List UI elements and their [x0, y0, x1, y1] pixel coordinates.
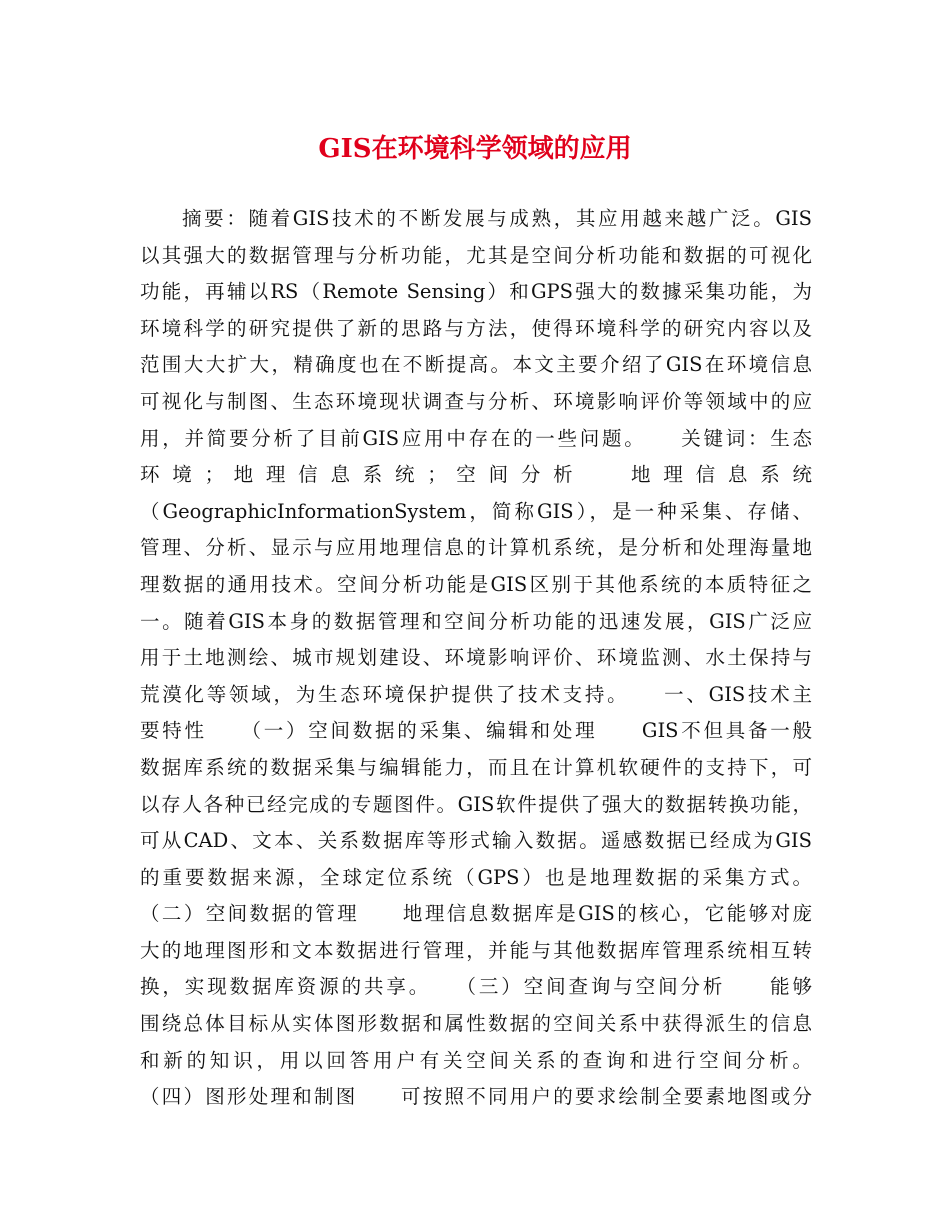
body-line: 和新的知识，用以回答用户有关空间关系的查询和进行空间分析。 — [140, 1048, 812, 1072]
body-line: 功能，再辅以RS（Remote Sensing）和GPS强大的数據采集功能，为 — [140, 280, 812, 304]
body-line: 要特性 （一）空间数据的采集、编辑和处理 GIS不但具备一般 — [140, 719, 812, 743]
body-line: （四）图形处理和制图 可按照不同用户的要求绘制全要素地图或分 — [140, 1085, 812, 1109]
body-line: 围绕总体目标从实体图形数据和属性数据的空间关系中获得派生的信息 — [140, 1012, 812, 1036]
body-line: 数据库系统的数据采集与编辑能力，而且在计算机软硬件的支持下，可 — [140, 755, 812, 779]
body-line: 范围大大扩大，精确度也在不断提高。本文主要介绍了GIS在环境信息 — [140, 353, 812, 377]
body-line: 可从CAD、文本、关系数据库等形式输入数据。遥感数据已经成为GIS — [140, 829, 812, 853]
document-title: GIS在环境科学领域的应用 — [318, 134, 632, 164]
body-line: 大的地理图形和文本数据进行管理，并能与其他数据库管理系统相互转 — [140, 938, 812, 962]
body-line: （二）空间数据的管理 地理信息数据库是GIS的核心，它能够对庞 — [140, 902, 812, 926]
body-line: 一。随着GIS本身的数据管理和空间分析功能的迅速发展，GIS广泛应 — [140, 609, 812, 633]
body-line: 理数据的通用技术。空间分析功能是GIS区别于其他系统的本质特征之 — [140, 572, 812, 596]
body-line: （GeographicInformationSystem，简称GIS），是一种采集、存储、 — [140, 499, 812, 523]
body-line: 以存人各种已经完成的专题图件。GIS软件提供了强大的数据转换功能， — [140, 792, 812, 816]
body-line: 以其强大的数据管理与分析功能，尤其是空间分析功能和数据的可视化 — [140, 243, 812, 267]
body-line: 可视化与制图、生态环境现状调查与分析、环境影响评价等领域中的应 — [140, 389, 812, 413]
body-line: 摘要：随着GIS技术的不断发展与成熟，其应用越来越广泛。GIS — [182, 207, 812, 230]
body-line: 用于土地测绘、城市规划建设、环境影响评价、环境监测、水土保持与 — [140, 646, 812, 670]
body-line: 环 境 ； 地 理 信 息 系 统 ； 空 间 分 析 地 理 信 息 系 统 — [140, 463, 812, 487]
body-line: 管理、分析、显示与应用地理信息的计算机系统，是分析和处理海量地 — [140, 536, 812, 560]
body-line: 用，并简要分析了目前GIS应用中存在的一些问题。 关键词：生态 — [140, 426, 812, 450]
document-body — [140, 201, 812, 1116]
body-line: 换，实现数据库资源的共享。 （三）空间查询与空间分析 能够 — [140, 975, 812, 999]
body-line: 的重要数据来源，全球定位系统（GPS）也是地理数据的采集方式。 — [140, 865, 812, 889]
body-line: 荒漠化等领域，为生态环境保护提供了技术支持。 一、GIS技术主 — [140, 682, 812, 706]
body-line: 环境科学的研究提供了新的思路与方法，使得环境科学的研究内容以及 — [140, 316, 812, 340]
